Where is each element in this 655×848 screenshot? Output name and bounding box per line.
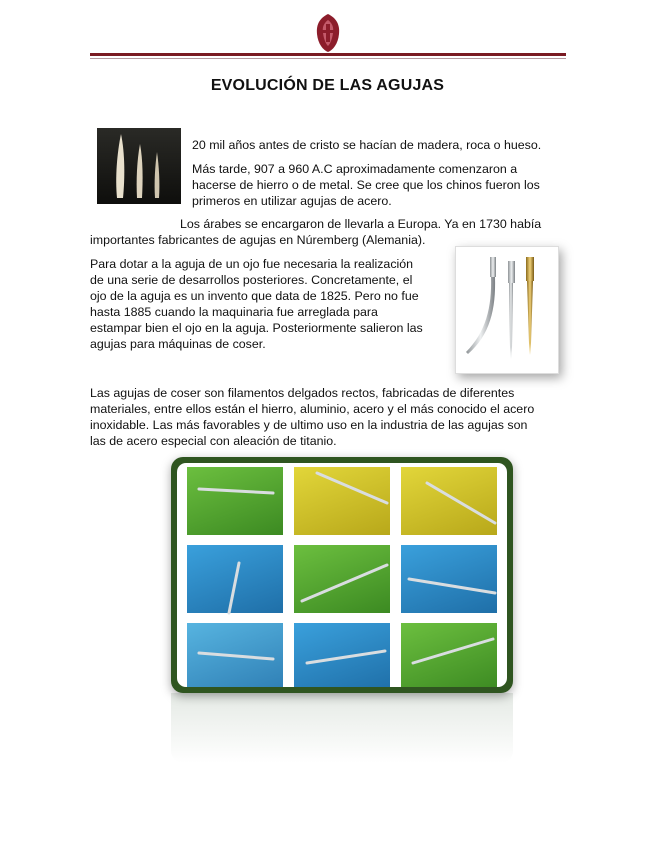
paragraph-1 — [192, 137, 541, 153]
text-line: inoxidable. Las más favorables y de ultimo uso en la industria de las agujas son — [90, 418, 528, 432]
header-rule — [90, 53, 566, 56]
text-line: ojo de la aguja es un invento que data de 1825. Pero no fue — [90, 289, 419, 303]
text-line: hacerse de hierro o de metal. Se cree que los chinos fueron los — [192, 178, 540, 192]
paragraph-5 — [90, 385, 570, 449]
text-line: Más tarde, 907 a 960 A.C aproximadamente comenzaron a — [192, 162, 518, 176]
text-line: materiales, entre ellos están el hierro, aluminio, acero y el más conocido el acero — [90, 402, 535, 416]
paragraph-4 — [90, 256, 450, 352]
text-line: hasta 1885 cuando la maquinaria fue arreglada para — [90, 305, 378, 319]
text-line: las de acero especial con aleación de titanio. — [90, 434, 337, 448]
text-line: Las agujas de coser son filamentos delgados rectos, fabricadas de diferentes — [90, 386, 515, 400]
text-line: primeros en utilizar agujas de acero. — [192, 194, 392, 208]
collage-needles — [177, 463, 507, 687]
page-title: EVOLUCIÓN DE LAS AGUJAS — [210, 77, 445, 94]
text-line: agujas para máquinas de coser. — [90, 337, 266, 351]
metal-needles-photo — [455, 246, 559, 374]
text-line: de una serie de desarrollos posteriores. Concretamente, el — [90, 273, 413, 287]
bone-needles-photo — [97, 128, 181, 204]
header-rule-thin — [90, 58, 566, 59]
paragraph-2 — [192, 161, 540, 209]
text-line: 20 mil años antes de cristo se hacían de madera, roca o hueso. — [192, 138, 542, 152]
bone-needles-drawing — [97, 128, 181, 204]
text-line: Los árabes se encargaron de llevarla a Europa. Ya en 1730 había — [180, 217, 542, 231]
institution-seal-icon — [312, 12, 344, 54]
collage-reflection — [171, 693, 513, 763]
text-line: Para dotar a la aguja de un ojo fue necesaria la realización — [90, 257, 414, 271]
needle-types-collage — [171, 457, 513, 693]
collage-grid — [177, 463, 507, 687]
text-line: estampar bien el ojo en la aguja. Posteriormente salieron las — [90, 321, 423, 335]
text-line: importantes fabricantes de agujas en Núremberg (Alemania). — [90, 233, 426, 247]
metal-needles-drawing — [456, 247, 558, 373]
